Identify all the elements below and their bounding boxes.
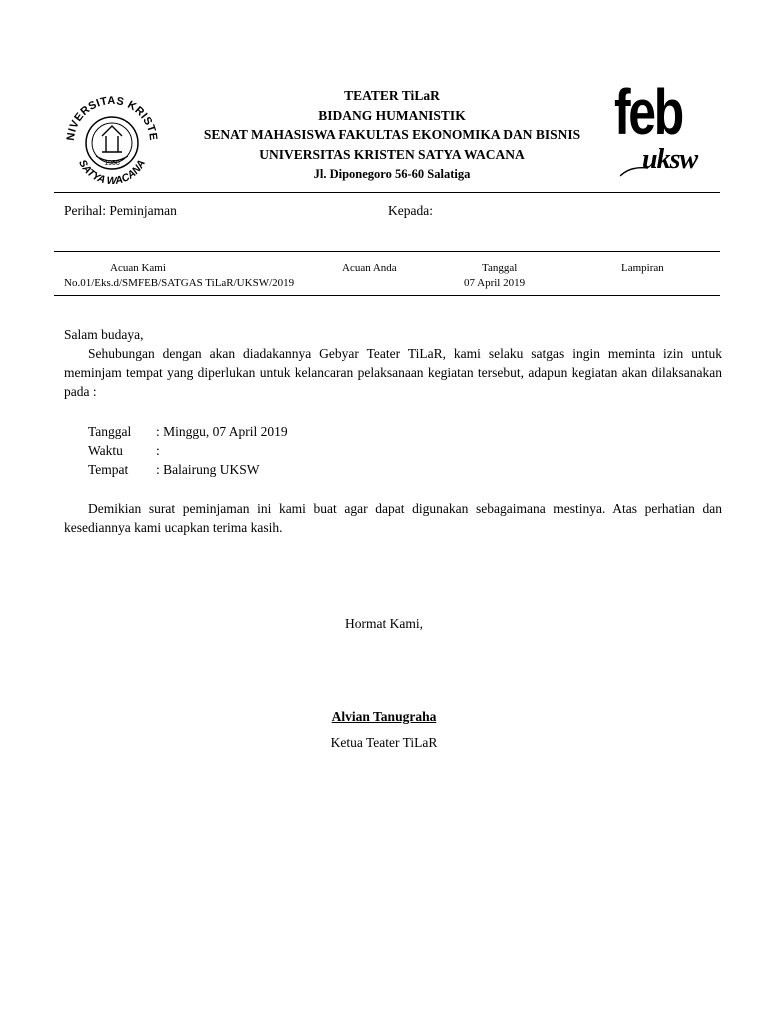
seal-year: 1956 [104,160,120,167]
header-divider [54,192,720,193]
svg-text:UNIVERSITAS KRISTEN [62,96,159,141]
detail-row-time [88,441,288,460]
senate-name: SENAT MAHASISWA FAKULTAS EKONOMIKA DAN BISNIS [203,127,581,142]
detail-label: Tanggal [88,424,132,439]
uksw-logo-text: uksw [642,144,698,175]
detail-label: Waktu [88,443,123,458]
letter-body [64,325,722,401]
subject-line: Perihal: Peminjaman [64,203,177,218]
university-name: UNIVERSITAS KRISTEN SATYA WACANA [259,146,525,162]
university-seal-logo [62,96,162,184]
greeting: Salam budaya, [64,327,144,342]
meta-divider [54,251,720,252]
reference-divider [54,295,720,296]
seal-text-top: NIVERSITAS KRISTE [64,96,160,142]
closing-paragraph-block [64,499,722,537]
letterhead [160,86,624,185]
signer-title: Ketua Teater TiLaR [330,735,438,750]
detail-value: : [156,443,160,458]
our-reference-value: No.01/Eks.d/SMFEB/SATGAS TiLaR/UKSW/2019 [64,277,295,289]
body-paragraph-1: Sehubungan dengan akan diadakannya Gebyar Teater TiLaR, kami selaku satgas ingin meminta izin untuk meminjam tempat yang diperlukan untuk kelancaran pelaksanaan kegiatan tersebut, adapun kegiatan akan dilaksanakan pada : [64,346,722,399]
address: Jl. Diponegoro 56-60 Salatiga [313,167,471,181]
seal-text-bottom: SATYA WACANA [76,157,148,184]
feb-uksw-logo [612,76,704,182]
logo-swoosh-icon [620,166,648,178]
your-reference-label: Acuan Anda [342,262,397,274]
detail-label: Tempat [88,462,129,477]
closing-salutation: Hormat Kami, [345,616,423,631]
org-name: TEATER TiLaR [344,88,440,103]
detail-row-date [88,422,288,441]
event-details [88,422,288,479]
date-label: Tanggal [482,262,518,274]
detail-value: : Balairung UKSW [156,462,260,477]
detail-row-place [88,460,288,479]
division-name: BIDANG HUMANISTIK [318,107,466,123]
feb-logo-text: feb [614,76,682,148]
signer-name: Alvian Tanugraha [331,709,437,724]
attachment-label: Lampiran [621,262,664,274]
detail-value: : Minggu, 07 April 2019 [156,424,288,439]
our-reference-label: Acuan Kami [110,262,166,274]
body-paragraph-2: Demikian surat peminjaman ini kami buat agar dapat digunakan sebagaimana mestinya. Atas perhatian dan kesediannya kami ucapkan terima kasih. [64,501,722,535]
date-value: 07 April 2019 [464,277,526,289]
recipient-label: Kepada: [388,203,433,218]
